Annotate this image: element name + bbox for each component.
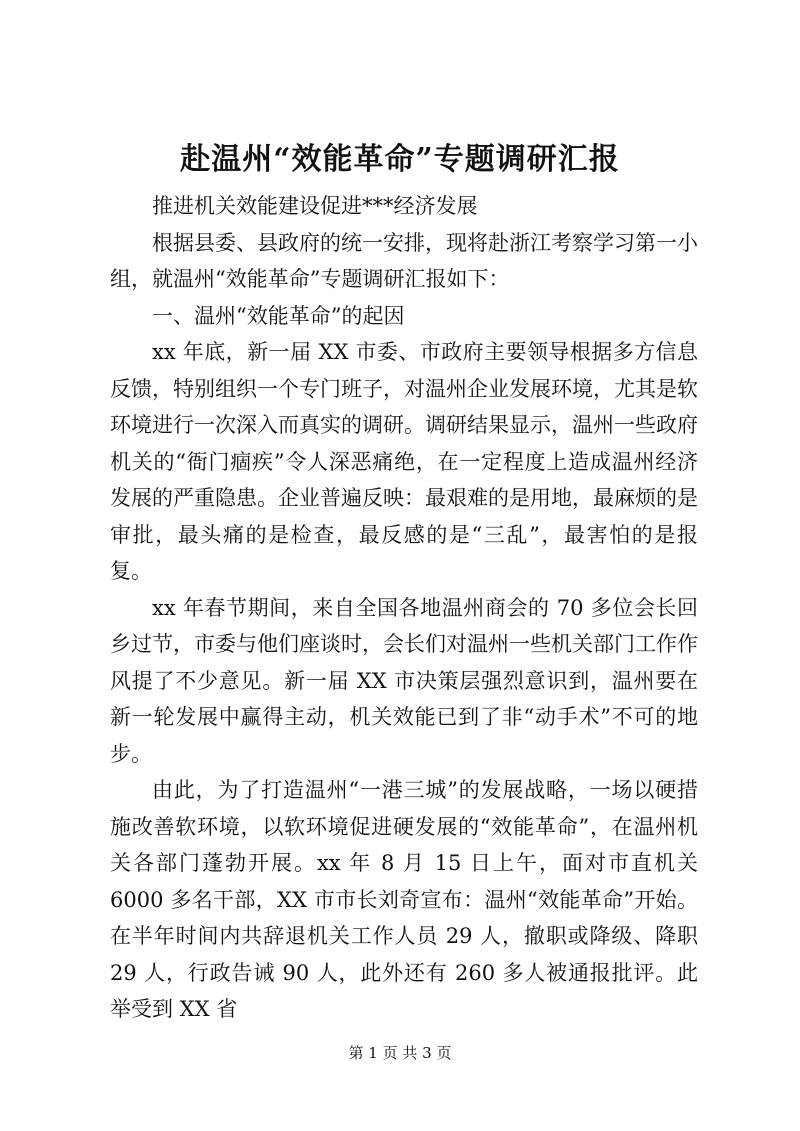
document-body [110, 188, 698, 1028]
body-paragraph: xx 年春节期间，来自全国各地温州商会的 70 多位会长回乡过节，市委与他们座谈时，会长们对温州一些机关部门工作作风提了不少意见。新一届 XX 市决策层强烈意识到，温州要在新一轮发展中赢得主动，机关效能已到了非“动手术”不可的地步。 [110, 595, 698, 766]
body-paragraph: xx 年底，新一届 XX 市委、市政府主要领导根据多方信息反馈，特别组织一个专门班子，对温州企业发展环境，尤其是软环境进行一次深入而真实的调研。调研结果显示，温州一些政府机关的“衙门痼疾”令人深恶痛绝，在一定程度上造成温州经济发展的严重隐患。企业普遍反映：最艰难的是用地，最麻烦的是审批，最头痛的是检查，最反感的是“三乱”，最害怕的是报复。 [110, 340, 698, 583]
body-paragraph: 由此，为了打造温州“一港三城”的发展战略，一场以硬措施改善软环境，以软环境促进硬发展的“效能革命”，在温州机关各部门蓬勃开展。xx 年 8 月 15 日上午，面对市直机关 6000 多名干部，XX 市市长刘奇宣布：温州“效能革命”开始。在半年时间内共辞退机关工作人员 29 人，撤职或降级、降职 29 人，行政告诫 90 人，此外还有 260 多人被通报批评。此举受到 XX 省 [110, 778, 698, 1021]
document-title: 赴温州“效能革命”专题调研汇报 [180, 142, 620, 177]
subtitle-paragraph: 推进机关效能建设促进***经济发展 [152, 194, 478, 218]
page-number-footer: 第 1 页 共 3 页 [348, 1044, 452, 1062]
section-heading: 一、温州“效能革命”的起因 [152, 303, 405, 328]
intro-paragraph: 根据县委、县政府的统一安排，现将赴浙江考察学习第一小组，就温州“效能革命”专题调研汇报如下： [110, 230, 698, 291]
